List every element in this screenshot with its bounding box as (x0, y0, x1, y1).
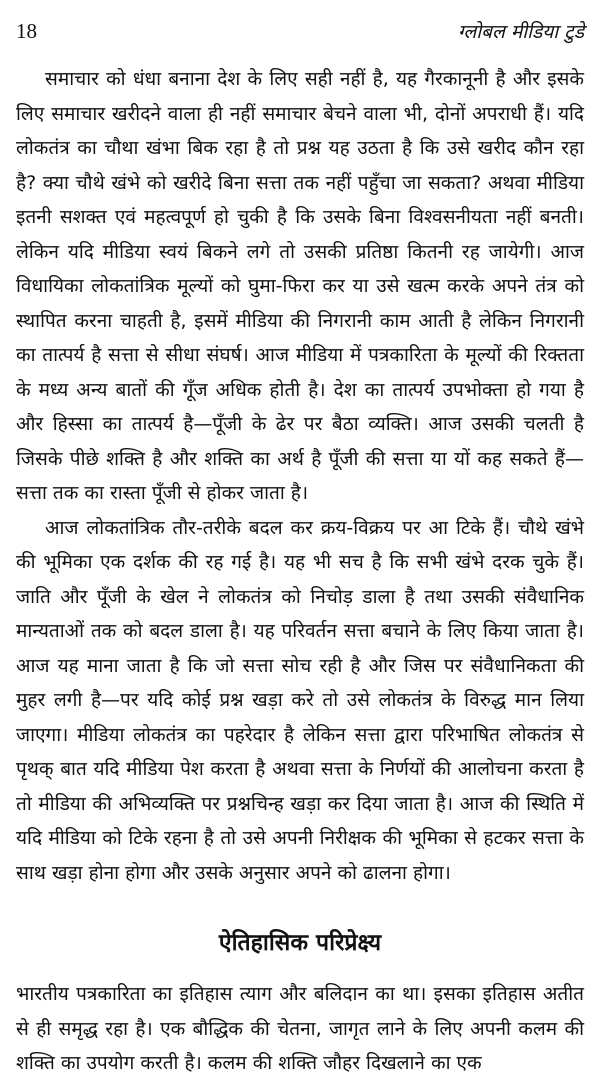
running-head: ग्लोबल मीडिया टुडे (457, 21, 584, 43)
paragraph: समाचार को धंधा बनाना देश के लिए सही नहीं है, यह गैरकानूनी है और इसके लिए समाचार खरीदने वाला ही नहीं समाचार बेचने वाला भी, दोनों अपराधी हैं। यदि लोकतंत्र का चौथा खंभा बिक रहा है तो प्रश्न यह उठता है कि उसे खरीद कौन रहा है? क्या चौथे खंभे को खरीदे बिना सत्ता तक नहीं पहुँचा जा सकता? अथवा मीडिया इतनी सशक्त एवं महत्वपूर्ण हो चुकी है कि उसके बिना विश्वसनीयता नहीं बनती। लेकिन यदि मीडिया स्वयं बिकने लगे तो उसकी प्रतिष्ठा कितनी रह जायेगी। आज विधायिका लोकतांत्रिक मूल्यों को घुमा-फिरा कर या उसे खत्म करके अपने तंत्र को स्थापित करना चाहती है, इसमें मीडिया की निगरानी काम आती है लेकिन निगरानी का तात्पर्य है सत्ता से सीधा संघर्ष। आज मीडिया में पत्रकारिता के मूल्यों की रिक्तता के मध्य अन्य बातों की गूँज अधिक होती है। देश का तात्पर्य उपभोक्ता हो गया है और हिस्सा का तात्पर्य है—पूँजी के ढेर पर बैठा व्यक्ति। आज उसकी चलती है जिसके पीछे शक्ति है और शक्ति का अर्थ है पूँजी की सत्ता या यों कह सकते हैं—सत्ता तक का रास्ता पूँजी से होकर जाता है। (16, 68, 584, 504)
page-number: 18 (16, 18, 37, 43)
section-heading: ऐतिहासिक परिप्रेक्ष्य (218, 930, 382, 956)
section-paragraph: भारतीय पत्रकारिता का इतिहास त्याग और बलिदान का था। इसका इतिहास अतीत से ही समृद्ध रहा है। एक बौद्धिक की चेतना, जागृत लाने के लिए अपनी कलम की शक्ति का उपयोग करती है। कलम की शक्ति जौहर दिखलाने का एक (16, 983, 584, 1074)
body-text (16, 62, 584, 1081)
paragraph: आज लोकतांत्रिक तौर-तरीके बदल कर क्रय-विक्रय पर आ टिके हैं। चौथे खंभे की भूमिका एक दर्शक की रह गई है। यह भी सच है कि सभी खंभे दरक चुके हैं। जाति और पूँजी के खेल ने लोकतंत्र को निचोड़ डाला है तथा उसकी संवैधानिक मान्यताओं तक को बदल डाला है। यह परिवर्तन सत्ता बचाने के लिए किया जाता है। आज यह माना जाता है कि जो सत्ता सोच रही है और जिस पर संवैधानिकता की मुहर लगी है—पर यदि कोई प्रश्न खड़ा करे तो उसे लोकतंत्र के विरुद्ध मान लिया जाएगा। मीडिया लोकतंत्र का पहरेदार है लेकिन सत्ता द्वारा परिभाषित लोकतंत्र से पृथक् बात यदि मीडिया पेश करता है अथवा सत्ता के निर्णयों की आलोचना करता है तो मीडिया की अभिव्यक्ति पर प्रश्नचिन्ह खड़ा कर दिया जाता है। आज की स्थिति में यदि मीडिया को टिके रहना है तो उसे अपनी निरीक्षक की भूमिका से हटकर सत्ता के साथ खड़ा होना होगा और उसके अनुसार अपने को ढालना होगा। (16, 516, 584, 884)
page-header (16, 18, 584, 44)
